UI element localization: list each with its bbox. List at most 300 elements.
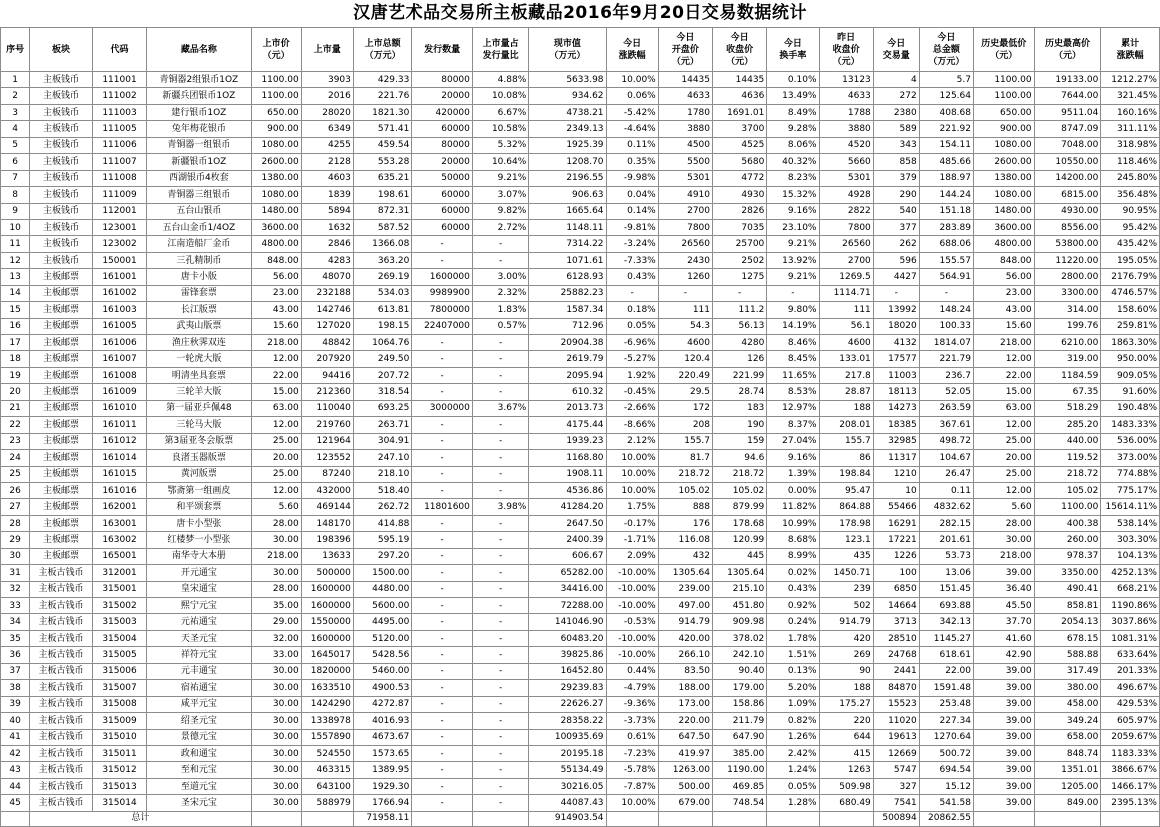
cell-high: 317.49 bbox=[1034, 663, 1101, 679]
cell-market-value: 30216.05 bbox=[529, 778, 606, 794]
cell-cum-change: 909.05% bbox=[1101, 367, 1160, 383]
cell-open: 220.00 bbox=[658, 713, 712, 729]
cell-volume: 18113 bbox=[873, 384, 919, 400]
cell-open: 4633 bbox=[658, 88, 712, 104]
cell-cum-change: 318.98% bbox=[1101, 137, 1160, 153]
cell-list-qty: 4283 bbox=[301, 252, 353, 268]
cell-change: -9.98% bbox=[606, 170, 658, 186]
cell-index: 24 bbox=[1, 450, 30, 466]
cell-code: 123001 bbox=[92, 219, 146, 235]
cell-issue-qty: - bbox=[412, 417, 473, 433]
cell-market-value: 20195.18 bbox=[529, 745, 606, 761]
cell-list-price: 30.00 bbox=[251, 778, 301, 794]
cell-change: -10.00% bbox=[606, 565, 658, 581]
cell-name: 五台山银币 bbox=[147, 203, 251, 219]
cell-high: 19133.00 bbox=[1034, 72, 1101, 88]
cell-name: 唐卡小版 bbox=[147, 269, 251, 285]
cell-list-price: 30.00 bbox=[251, 762, 301, 778]
cell-list-total: 4495.00 bbox=[353, 614, 411, 630]
cell-list-ratio: - bbox=[472, 548, 528, 564]
cell-close: 4930 bbox=[713, 187, 767, 203]
total-empty bbox=[767, 811, 819, 826]
cell-issue-qty: 20000 bbox=[412, 154, 473, 170]
cell-list-total: 198.15 bbox=[353, 318, 411, 334]
cell-change: -6.96% bbox=[606, 335, 658, 351]
cell-low: 218.00 bbox=[974, 335, 1035, 351]
cell-code: 315014 bbox=[92, 795, 146, 811]
cell-name: 元丰通宝 bbox=[147, 663, 251, 679]
cell-list-ratio: - bbox=[472, 762, 528, 778]
cell-volume: 12669 bbox=[873, 745, 919, 761]
cell-amount: 154.11 bbox=[919, 137, 973, 153]
cell-board: 主板邮票 bbox=[30, 433, 93, 449]
cell-list-qty: 432000 bbox=[301, 482, 353, 498]
cell-name: 绍圣元宝 bbox=[147, 713, 251, 729]
cell-amount: 155.57 bbox=[919, 252, 973, 268]
cell-list-qty: 643100 bbox=[301, 778, 353, 794]
cell-prev-close: 1450.71 bbox=[819, 565, 873, 581]
cell-turnover: 9.16% bbox=[767, 203, 819, 219]
cell-list-qty: 198396 bbox=[301, 532, 353, 548]
cell-open: 1305.64 bbox=[658, 565, 712, 581]
cell-amount: 188.97 bbox=[919, 170, 973, 186]
cell-market-value: 1939.23 bbox=[529, 433, 606, 449]
cell-list-total: 363.20 bbox=[353, 252, 411, 268]
cell-name: 元祐通宝 bbox=[147, 614, 251, 630]
cell-list-price: 35.00 bbox=[251, 598, 301, 614]
cell-index: 21 bbox=[1, 400, 30, 416]
cell-volume: 55466 bbox=[873, 499, 919, 515]
cell-board: 主板古钱币 bbox=[30, 680, 93, 696]
cell-list-price: 63.00 bbox=[251, 400, 301, 416]
cell-change: 0.43% bbox=[606, 269, 658, 285]
cell-issue-qty: 3000000 bbox=[412, 400, 473, 416]
cell-prev-close: 133.01 bbox=[819, 351, 873, 367]
cell-code: 315008 bbox=[92, 696, 146, 712]
table-row bbox=[1, 285, 1160, 301]
cell-market-value: 2196.55 bbox=[529, 170, 606, 186]
cell-turnover: 10.99% bbox=[767, 515, 819, 531]
cell-list-qty: 1557890 bbox=[301, 729, 353, 745]
cell-list-ratio: 3.98% bbox=[472, 499, 528, 515]
cell-name: 建行银币1OZ bbox=[147, 104, 251, 120]
cell-issue-qty: - bbox=[412, 778, 473, 794]
cell-amount: 342.13 bbox=[919, 614, 973, 630]
cell-issue-qty: - bbox=[412, 598, 473, 614]
cell-low: 4800.00 bbox=[974, 236, 1035, 252]
cell-market-value: 100935.69 bbox=[529, 729, 606, 745]
cell-turnover: 8.68% bbox=[767, 532, 819, 548]
cell-name: 西湖银币4枚套 bbox=[147, 170, 251, 186]
cell-list-price: 1100.00 bbox=[251, 88, 301, 104]
cell-cum-change: 950.00% bbox=[1101, 351, 1160, 367]
cell-prev-close: 95.47 bbox=[819, 482, 873, 498]
cell-list-price: 218.00 bbox=[251, 548, 301, 564]
cell-high: 588.88 bbox=[1034, 647, 1101, 663]
cell-low: 39.00 bbox=[974, 795, 1035, 811]
header-change: 今日 涨跌幅 bbox=[606, 28, 658, 72]
cell-cum-change: 104.13% bbox=[1101, 548, 1160, 564]
cell-prev-close: 198.84 bbox=[819, 466, 873, 482]
cell-index: 23 bbox=[1, 433, 30, 449]
cell-cum-change: 1190.86% bbox=[1101, 598, 1160, 614]
cell-amount: 236.7 bbox=[919, 367, 973, 383]
cell-code: 111006 bbox=[92, 137, 146, 153]
header-list-price: 上市价 （元） bbox=[251, 28, 301, 72]
table-row bbox=[1, 745, 1160, 761]
total-empty bbox=[1034, 811, 1101, 826]
cell-turnover: 13.92% bbox=[767, 252, 819, 268]
cell-name: 青铜器一组银币 bbox=[147, 137, 251, 153]
cell-index: 22 bbox=[1, 417, 30, 433]
cell-issue-qty: 60000 bbox=[412, 121, 473, 137]
cell-cum-change: 4746.57% bbox=[1101, 285, 1160, 301]
cell-index: 27 bbox=[1, 499, 30, 515]
cell-volume: 19613 bbox=[873, 729, 919, 745]
cell-issue-qty: - bbox=[412, 450, 473, 466]
cell-list-total: 4673.67 bbox=[353, 729, 411, 745]
cell-turnover: 1.26% bbox=[767, 729, 819, 745]
cell-close: 218.72 bbox=[713, 466, 767, 482]
table-row bbox=[1, 581, 1160, 597]
cell-open: 432 bbox=[658, 548, 712, 564]
cell-issue-qty: - bbox=[412, 548, 473, 564]
cell-name: 长江版票 bbox=[147, 302, 251, 318]
cell-list-price: 1080.00 bbox=[251, 137, 301, 153]
cell-volume: 10 bbox=[873, 482, 919, 498]
cell-low: 12.00 bbox=[974, 482, 1035, 498]
cell-index: 6 bbox=[1, 154, 30, 170]
cell-market-value: 41284.20 bbox=[529, 499, 606, 515]
cell-issue-qty: - bbox=[412, 729, 473, 745]
cell-low: 39.00 bbox=[974, 729, 1035, 745]
cell-cum-change: 195.05% bbox=[1101, 252, 1160, 268]
cell-list-total: 693.25 bbox=[353, 400, 411, 416]
cell-list-total: 249.50 bbox=[353, 351, 411, 367]
cell-open: 2430 bbox=[658, 252, 712, 268]
table-row bbox=[1, 548, 1160, 564]
cell-close: 221.99 bbox=[713, 367, 767, 383]
cell-turnover: 8.49% bbox=[767, 104, 819, 120]
cell-low: 5.60 bbox=[974, 499, 1035, 515]
cell-volume: 6850 bbox=[873, 581, 919, 597]
cell-volume: 100 bbox=[873, 565, 919, 581]
cell-list-price: 28.00 bbox=[251, 581, 301, 597]
cell-list-total: 247.10 bbox=[353, 450, 411, 466]
header-open: 今日 开盘价 （元） bbox=[658, 28, 712, 72]
cell-amount: 4832.62 bbox=[919, 499, 973, 515]
cell-board: 主板邮票 bbox=[30, 417, 93, 433]
cell-open: 81.7 bbox=[658, 450, 712, 466]
cell-list-total: 553.28 bbox=[353, 154, 411, 170]
cell-change: -10.00% bbox=[606, 647, 658, 663]
cell-amount: 694.54 bbox=[919, 762, 973, 778]
cell-volume: 858 bbox=[873, 154, 919, 170]
cell-list-qty: 1600000 bbox=[301, 630, 353, 646]
cell-close: 1305.64 bbox=[713, 565, 767, 581]
cell-market-value: 65282.00 bbox=[529, 565, 606, 581]
cell-close: 190 bbox=[713, 417, 767, 433]
cell-cum-change: 90.95% bbox=[1101, 203, 1160, 219]
cell-cum-change: 3037.86% bbox=[1101, 614, 1160, 630]
cell-list-ratio: 3.67% bbox=[472, 400, 528, 416]
cell-issue-qty: - bbox=[412, 680, 473, 696]
cell-turnover: 11.82% bbox=[767, 499, 819, 515]
cell-prev-close: 269 bbox=[819, 647, 873, 663]
cell-cum-change: 158.60% bbox=[1101, 302, 1160, 318]
cell-market-value: 2013.73 bbox=[529, 400, 606, 416]
table-row bbox=[1, 762, 1160, 778]
cell-index: 25 bbox=[1, 466, 30, 482]
cell-low: 3600.00 bbox=[974, 219, 1035, 235]
cell-list-price: 650.00 bbox=[251, 104, 301, 120]
cell-list-qty: 4255 bbox=[301, 137, 353, 153]
cell-index: 36 bbox=[1, 647, 30, 663]
cell-market-value: 20904.38 bbox=[529, 335, 606, 351]
cell-code: 315005 bbox=[92, 647, 146, 663]
cell-list-qty: 1424290 bbox=[301, 696, 353, 712]
cell-high: 490.41 bbox=[1034, 581, 1101, 597]
cell-cum-change: 95.42% bbox=[1101, 219, 1160, 235]
cell-prev-close: 509.98 bbox=[819, 778, 873, 794]
table-row bbox=[1, 121, 1160, 137]
cell-index: 30 bbox=[1, 548, 30, 564]
cell-list-total: 1573.65 bbox=[353, 745, 411, 761]
cell-low: 39.00 bbox=[974, 680, 1035, 696]
trading-data-table bbox=[0, 27, 1160, 827]
cell-issue-qty: - bbox=[412, 515, 473, 531]
cell-name: 一轮虎大版 bbox=[147, 351, 251, 367]
cell-code: 161011 bbox=[92, 417, 146, 433]
cell-list-qty: 524550 bbox=[301, 745, 353, 761]
cell-list-price: 1480.00 bbox=[251, 203, 301, 219]
cell-cum-change: 774.88% bbox=[1101, 466, 1160, 482]
cell-change: 10.00% bbox=[606, 450, 658, 466]
cell-board: 主板邮票 bbox=[30, 515, 93, 531]
cell-open: 4910 bbox=[658, 187, 712, 203]
cell-high: 518.29 bbox=[1034, 400, 1101, 416]
cell-list-ratio: - bbox=[472, 745, 528, 761]
cell-index: 43 bbox=[1, 762, 30, 778]
table-row bbox=[1, 219, 1160, 235]
cell-list-ratio: - bbox=[472, 466, 528, 482]
cell-cum-change: 118.46% bbox=[1101, 154, 1160, 170]
cell-name: 青铜器三组银币 bbox=[147, 187, 251, 203]
cell-list-price: 25.00 bbox=[251, 466, 301, 482]
cell-name: 政和通宝 bbox=[147, 745, 251, 761]
table-row bbox=[1, 252, 1160, 268]
cell-name: 五台山金币1/4OZ bbox=[147, 219, 251, 235]
cell-turnover: 0.82% bbox=[767, 713, 819, 729]
cell-change: -3.24% bbox=[606, 236, 658, 252]
table-row bbox=[1, 400, 1160, 416]
cell-turnover: 0.00% bbox=[767, 482, 819, 498]
header-prev-close: 昨日 收盘价 （元） bbox=[819, 28, 873, 72]
cell-issue-qty: - bbox=[412, 236, 473, 252]
cell-board: 主板钱币 bbox=[30, 88, 93, 104]
cell-list-price: 12.00 bbox=[251, 351, 301, 367]
cell-list-total: 207.72 bbox=[353, 367, 411, 383]
table-row bbox=[1, 565, 1160, 581]
cell-board: 主板邮票 bbox=[30, 302, 93, 318]
cell-open: 120.4 bbox=[658, 351, 712, 367]
cell-list-ratio: - bbox=[472, 778, 528, 794]
cell-board: 主板古钱币 bbox=[30, 778, 93, 794]
cell-name: 鄂斋第一组画皮 bbox=[147, 482, 251, 498]
table-row bbox=[1, 269, 1160, 285]
cell-amount: 1270.64 bbox=[919, 729, 973, 745]
cell-issue-qty: - bbox=[412, 696, 473, 712]
cell-close: 94.6 bbox=[713, 450, 767, 466]
table-row bbox=[1, 302, 1160, 318]
cell-list-price: 30.00 bbox=[251, 745, 301, 761]
cell-high: 458.00 bbox=[1034, 696, 1101, 712]
cell-high: 858.81 bbox=[1034, 598, 1101, 614]
cell-change: 10.00% bbox=[606, 482, 658, 498]
cell-market-value: 7314.22 bbox=[529, 236, 606, 252]
cell-open: 5500 bbox=[658, 154, 712, 170]
cell-list-total: 198.61 bbox=[353, 187, 411, 203]
cell-close: 2826 bbox=[713, 203, 767, 219]
cell-index: 37 bbox=[1, 663, 30, 679]
cell-list-total: 4272.87 bbox=[353, 696, 411, 712]
cell-market-value: 141046.90 bbox=[529, 614, 606, 630]
cell-close: 385.00 bbox=[713, 745, 767, 761]
cell-code: 111001 bbox=[92, 72, 146, 88]
cell-list-ratio: - bbox=[472, 236, 528, 252]
table-row bbox=[1, 663, 1160, 679]
cell-low: 39.00 bbox=[974, 713, 1035, 729]
cell-open: 155.7 bbox=[658, 433, 712, 449]
cell-volume: 14273 bbox=[873, 400, 919, 416]
cell-name: 三轮马大版 bbox=[147, 417, 251, 433]
cell-turnover: 12.97% bbox=[767, 400, 819, 416]
cell-low: 23.00 bbox=[974, 285, 1035, 301]
cell-index: 34 bbox=[1, 614, 30, 630]
cell-change: 2.12% bbox=[606, 433, 658, 449]
cell-cum-change: 190.48% bbox=[1101, 400, 1160, 416]
cell-list-price: 30.00 bbox=[251, 696, 301, 712]
cell-volume: 18385 bbox=[873, 417, 919, 433]
cell-turnover: 0.92% bbox=[767, 598, 819, 614]
cell-code: 161008 bbox=[92, 367, 146, 383]
cell-open: 188.00 bbox=[658, 680, 712, 696]
cell-change: -5.27% bbox=[606, 351, 658, 367]
cell-code: 315004 bbox=[92, 630, 146, 646]
cell-index: 38 bbox=[1, 680, 30, 696]
total-row bbox=[1, 811, 1160, 826]
cell-code: 161009 bbox=[92, 384, 146, 400]
cell-market-value: 22626.27 bbox=[529, 696, 606, 712]
cell-low: 39.00 bbox=[974, 762, 1035, 778]
cell-close: - bbox=[713, 285, 767, 301]
cell-close: 105.02 bbox=[713, 482, 767, 498]
cell-code: 161010 bbox=[92, 400, 146, 416]
cell-volume: 1226 bbox=[873, 548, 919, 564]
cell-low: 56.00 bbox=[974, 269, 1035, 285]
table-row bbox=[1, 417, 1160, 433]
cell-change: -8.66% bbox=[606, 417, 658, 433]
cell-list-ratio: 1.83% bbox=[472, 302, 528, 318]
cell-volume: 15523 bbox=[873, 696, 919, 712]
cell-issue-qty: - bbox=[412, 466, 473, 482]
cell-amount: 221.92 bbox=[919, 121, 973, 137]
table-row bbox=[1, 466, 1160, 482]
cell-issue-qty: - bbox=[412, 663, 473, 679]
cell-amount: 618.61 bbox=[919, 647, 973, 663]
cell-change: 1.92% bbox=[606, 367, 658, 383]
cell-volume: 17577 bbox=[873, 351, 919, 367]
cell-list-price: 848.00 bbox=[251, 252, 301, 268]
cell-volume: 2441 bbox=[873, 663, 919, 679]
cell-list-price: 15.00 bbox=[251, 384, 301, 400]
cell-change: 0.14% bbox=[606, 203, 658, 219]
cell-list-total: 269.19 bbox=[353, 269, 411, 285]
header-list-ratio: 上市量占 发行量比 bbox=[472, 28, 528, 72]
cell-name: 圣宋元宝 bbox=[147, 795, 251, 811]
cell-list-ratio: - bbox=[472, 598, 528, 614]
cell-close: 4280 bbox=[713, 335, 767, 351]
cell-amount: 282.15 bbox=[919, 515, 973, 531]
cell-close: 469.85 bbox=[713, 778, 767, 794]
cell-index: 44 bbox=[1, 778, 30, 794]
cell-high: 314.00 bbox=[1034, 302, 1101, 318]
cell-open: 111 bbox=[658, 302, 712, 318]
cell-amount: 688.06 bbox=[919, 236, 973, 252]
cell-change: 10.00% bbox=[606, 466, 658, 482]
cell-list-qty: 1839 bbox=[301, 187, 353, 203]
cell-low: 36.40 bbox=[974, 581, 1035, 597]
cell-prev-close: 13123 bbox=[819, 72, 873, 88]
cell-open: 173.00 bbox=[658, 696, 712, 712]
cell-issue-qty: 80000 bbox=[412, 72, 473, 88]
cell-list-price: 29.00 bbox=[251, 614, 301, 630]
cell-open: 888 bbox=[658, 499, 712, 515]
cell-list-total: 595.19 bbox=[353, 532, 411, 548]
cell-high: 1100.00 bbox=[1034, 499, 1101, 515]
cell-list-ratio: 10.08% bbox=[472, 88, 528, 104]
cell-close: 647.90 bbox=[713, 729, 767, 745]
cell-market-value: 2349.13 bbox=[529, 121, 606, 137]
cell-list-qty: 3903 bbox=[301, 72, 353, 88]
cell-list-ratio: 10.58% bbox=[472, 121, 528, 137]
cell-issue-qty: 80000 bbox=[412, 137, 473, 153]
cell-list-ratio: - bbox=[472, 729, 528, 745]
cell-change: -5.78% bbox=[606, 762, 658, 778]
cell-turnover: 8.99% bbox=[767, 548, 819, 564]
cell-turnover: 1.09% bbox=[767, 696, 819, 712]
cell-list-price: 43.00 bbox=[251, 302, 301, 318]
cell-list-qty: 94416 bbox=[301, 367, 353, 383]
cell-board: 主板古钱币 bbox=[30, 581, 93, 597]
cell-board: 主板邮票 bbox=[30, 318, 93, 334]
cell-index: 16 bbox=[1, 318, 30, 334]
cell-open: 7800 bbox=[658, 219, 712, 235]
table-row bbox=[1, 203, 1160, 219]
cell-index: 42 bbox=[1, 745, 30, 761]
cell-market-value: 2095.94 bbox=[529, 367, 606, 383]
cell-list-ratio: - bbox=[472, 795, 528, 811]
cell-turnover: 15.32% bbox=[767, 187, 819, 203]
cell-prev-close: 220 bbox=[819, 713, 873, 729]
cell-list-price: 12.00 bbox=[251, 482, 301, 498]
cell-list-ratio: - bbox=[472, 630, 528, 646]
cell-amount: 498.72 bbox=[919, 433, 973, 449]
cell-list-ratio: - bbox=[472, 335, 528, 351]
cell-high: 978.37 bbox=[1034, 548, 1101, 564]
cell-close: 25700 bbox=[713, 236, 767, 252]
cell-list-ratio: 2.32% bbox=[472, 285, 528, 301]
